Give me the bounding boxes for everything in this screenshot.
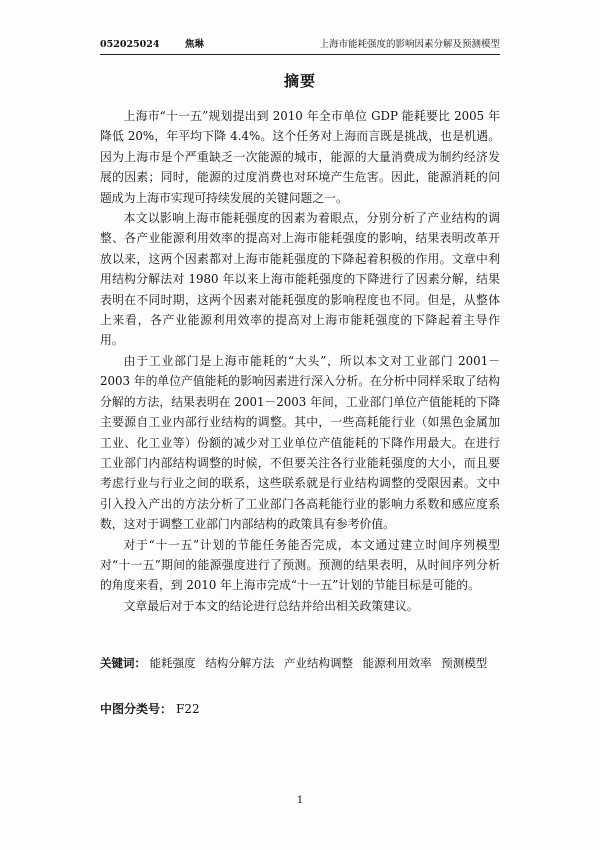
keyword: 产业结构调整 [283, 656, 353, 670]
abstract-paragraph: 上海市“十一五”规划提出到 2010 年全市单位 GDP 能耗要比 2005 年降低 20%，年平均下降 4.4%。这个任务对上海而言既是挑战，也是机遇。因为上海市是个严重缺乏一次能源的城市，能源的大量消费成为制约经济发展的因素；同时，能源的过度消费也对环境产生危害。因此，能源消耗的问题成为上海市实现可持续发展的关键问题之一。 [100, 109, 500, 205]
running-header [100, 36, 500, 55]
keyword: 结构分解方法 [205, 656, 275, 670]
abstract-body [100, 106, 500, 616]
author-name: 焦琳 [184, 39, 204, 50]
keyword: 预测模型 [441, 656, 488, 670]
keywords-line [100, 654, 520, 672]
classification-line [100, 700, 200, 718]
abstract-paragraph: 由于工业部门是上海市能耗的“大头”，所以本文对工业部门 2001－2003 年的单位产值能耗的影响因素进行深入分析。在分析中同样采取了结构分解的方法，结果表明在 2001－2003 年间，工业部门单位产值能耗的下降主要源自工业内部行业结构的调整。其中，一些高耗能行业（如黑色金属加工业、化工业等）份额的减少对工业单位产值能耗的下降作用最大。在进行工业部门内部结构调整的时候，不但要关注各行业能耗强度的大小，而且要考虑行业与行业之间的联系，这些联系就是行业结构调整的受限因素。文中引入投入产出的方法分析了工业部门各高耗能行业的影响力系数和感应度系数，这对于调整工业部门内部结构的政策具有参考价值。 [100, 353, 500, 532]
abstract-title: 摘要 [283, 72, 316, 90]
keywords-list [150, 656, 494, 670]
running-title: 上海市能耗强度的影响因素分解及预测模型 [319, 39, 500, 50]
keyword: 能耗强度 [149, 656, 196, 670]
abstract-paragraph: 文章最后对于本文的结论进行总结并给出相关政策建议。 [123, 598, 419, 613]
classification-label: 中图分类号： [100, 702, 173, 716]
keyword: 能源利用效率 [362, 656, 432, 670]
student-id: 052025024 [100, 39, 160, 50]
abstract-paragraph: 本文以影响上海市能耗强度的因素为着眼点，分别分析了产业结构的调整、各产业能源利用效率的提高对上海市能耗强度的影响，结果表明改革开放以来，这两个因素都对上海市能耗强度的下降起着积极的作用。文章中利用结构分解法对 1980 年以来上海市能耗强度的下降进行了因素分解，结果表明在不同时期，这两个因素对能耗强度的影响程度也不同。但是，从整体上来看，各产业能源利用效率的提高对上海市能耗强度的下降起着主导作用。 [100, 211, 500, 348]
page-number: 1 [296, 795, 304, 806]
header-left [100, 36, 226, 54]
classification-code: F22 [176, 702, 200, 716]
keywords-label: 关键词： [100, 656, 146, 670]
abstract-paragraph: 对于“十一五”计划的节能任务能否完成，本文通过建立时间序列模型对“十一五”期间的能源强度进行了预测。预测的结果表明，从时间序列分析的角度来看，到 2010 年上海市完成“十一五”计划的节能目标是可能的。 [100, 537, 500, 593]
